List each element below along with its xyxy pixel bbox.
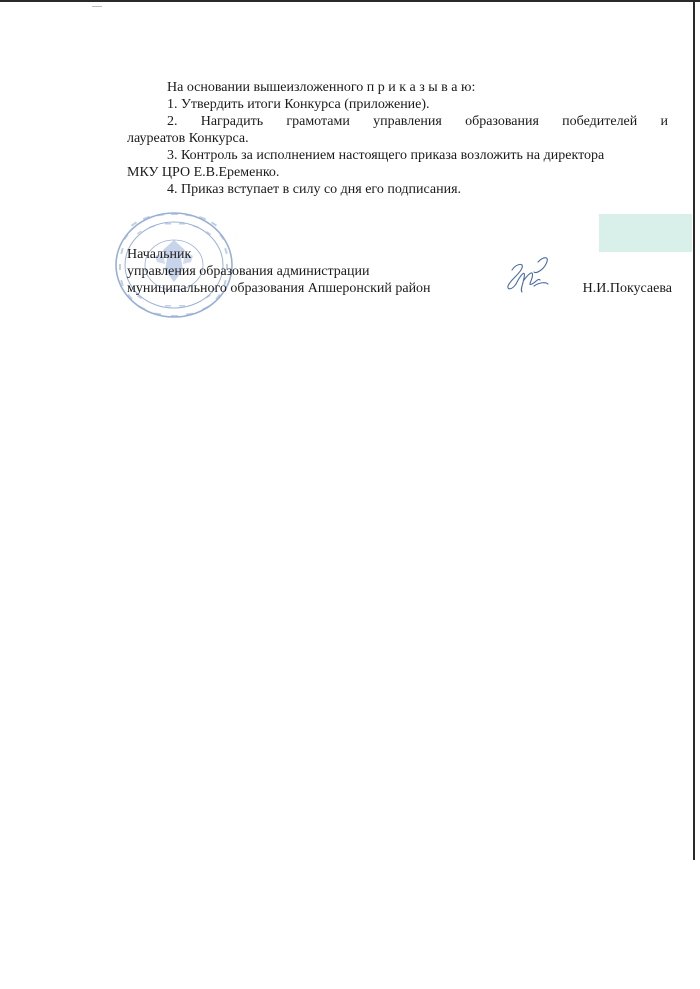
- scan-edge-top: [0, 0, 700, 2]
- order-item-4: 4. Приказ вступает в силу со дня его подписания.: [167, 182, 462, 197]
- order-item-1: 1. Утвердить итоги Конкурса (приложение).: [167, 97, 430, 112]
- order-intro: На основании вышеизложенного п р и к а з ы в а ю:: [167, 80, 476, 95]
- scan-edge-right: [693, 0, 695, 860]
- order-item-2-cont: лауреатов Конкурса.: [127, 131, 249, 146]
- signatory-title-2: управления образования администрации: [127, 264, 370, 279]
- signatory-title-3: муниципального образования Апшеронский район: [127, 281, 431, 296]
- order-item-3-cont: МКУ ЦРО Е.В.Еременко.: [127, 165, 280, 180]
- scan-mark: [92, 6, 102, 7]
- signature-block: [127, 246, 672, 297]
- signature-icon: [498, 252, 558, 300]
- signatory-title-1: Начальник: [127, 247, 192, 262]
- order-item-3: 3. Контроль за исполнением настоящего приказа возложить на директора: [167, 148, 605, 163]
- order-item-2: 2. Наградить грамотами управления образования победителей и: [167, 114, 668, 129]
- signatory-name: Н.И.Покусаева: [582, 281, 672, 296]
- order-body: [127, 79, 668, 198]
- signatory-last-line: [127, 280, 672, 297]
